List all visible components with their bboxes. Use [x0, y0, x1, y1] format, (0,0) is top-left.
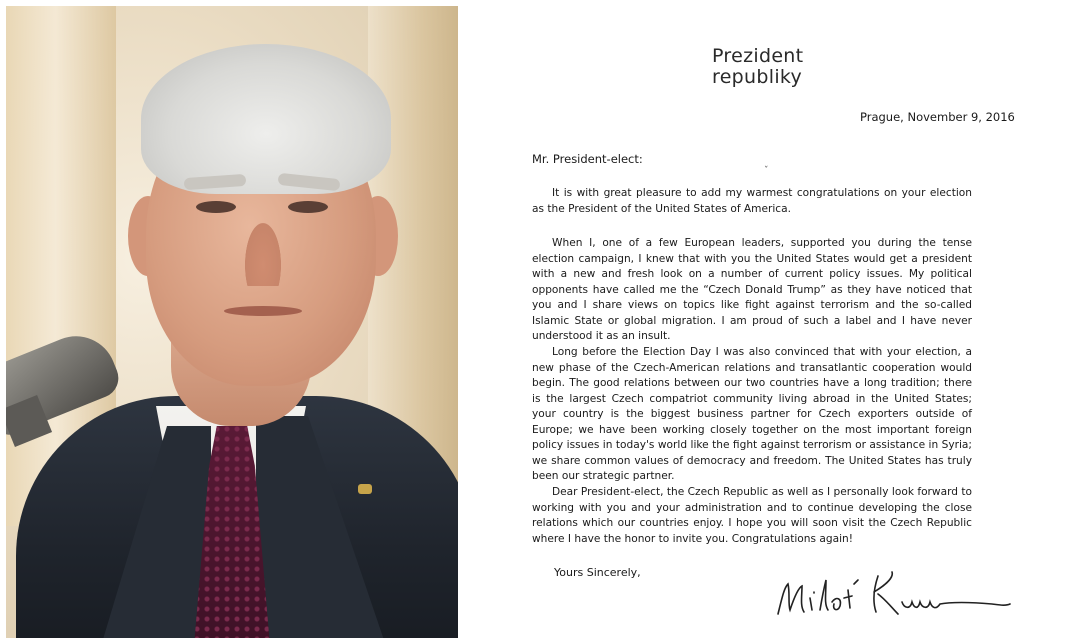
closing: Yours Sincerely,: [554, 566, 641, 579]
mouth: [224, 306, 302, 316]
letterhead: [712, 46, 852, 88]
eye-left: [196, 201, 236, 213]
eye-right: [288, 201, 328, 213]
paragraph-2: When I, one of a few European leaders, supported you during the tense election campaign, I knew that with you the United States would get a president with a new and fresh look on a number of current policy issues. My political opponents have called me the “Czech Donald Trump” as they have noticed that you and I share views on topics like fight against terrorism and the so-called Islamic State or global migration. I am proud of such a label and I have never understood it as an insult.: [532, 237, 972, 342]
paragraph-3: Long before the Election Day I was also convinced that with your election, a new phase of the Czech-American relations and transatlantic cooperation would begin. The good relations between our two countries have a long tradition; there is the largest Czech compatriot community living abroad in the United States; your country is the biggest business partner for Czech exporters outside of Europe; we have been working closely together on the most important foreign policy issues in today's world like the fight against terrorism or assistance in Syria; we share common values of democracy and freedom. The United States has truly been our strategic partner.: [532, 346, 972, 482]
portrait-photo: [6, 6, 458, 638]
handwritten-signature: [770, 558, 1020, 624]
paragraph-1: It is with great pleasure to add my warmest congratulations on your election as the President of the United States of America.: [532, 187, 972, 215]
stray-mark-icon: ˇ: [764, 166, 769, 176]
nose: [242, 216, 284, 286]
letter-date: Prague, November 9, 2016: [860, 110, 1015, 124]
paragraph-4: Dear President-elect, the Czech Republic as well as I personally look forward to working with you and your administration and to continue developing the close relations which our countries enjoy. I hope you will soon visit the Czech Republic where I have the honor to invite you. Congratulations again!: [532, 486, 972, 545]
hair: [141, 44, 391, 194]
letter-page: [470, 0, 1072, 643]
lapel-pin: [358, 484, 372, 494]
letterhead-line-1: Prezident: [712, 45, 804, 67]
letterhead-line-2: republiky: [712, 66, 803, 88]
salutation: Mr. President-elect:: [532, 152, 643, 166]
